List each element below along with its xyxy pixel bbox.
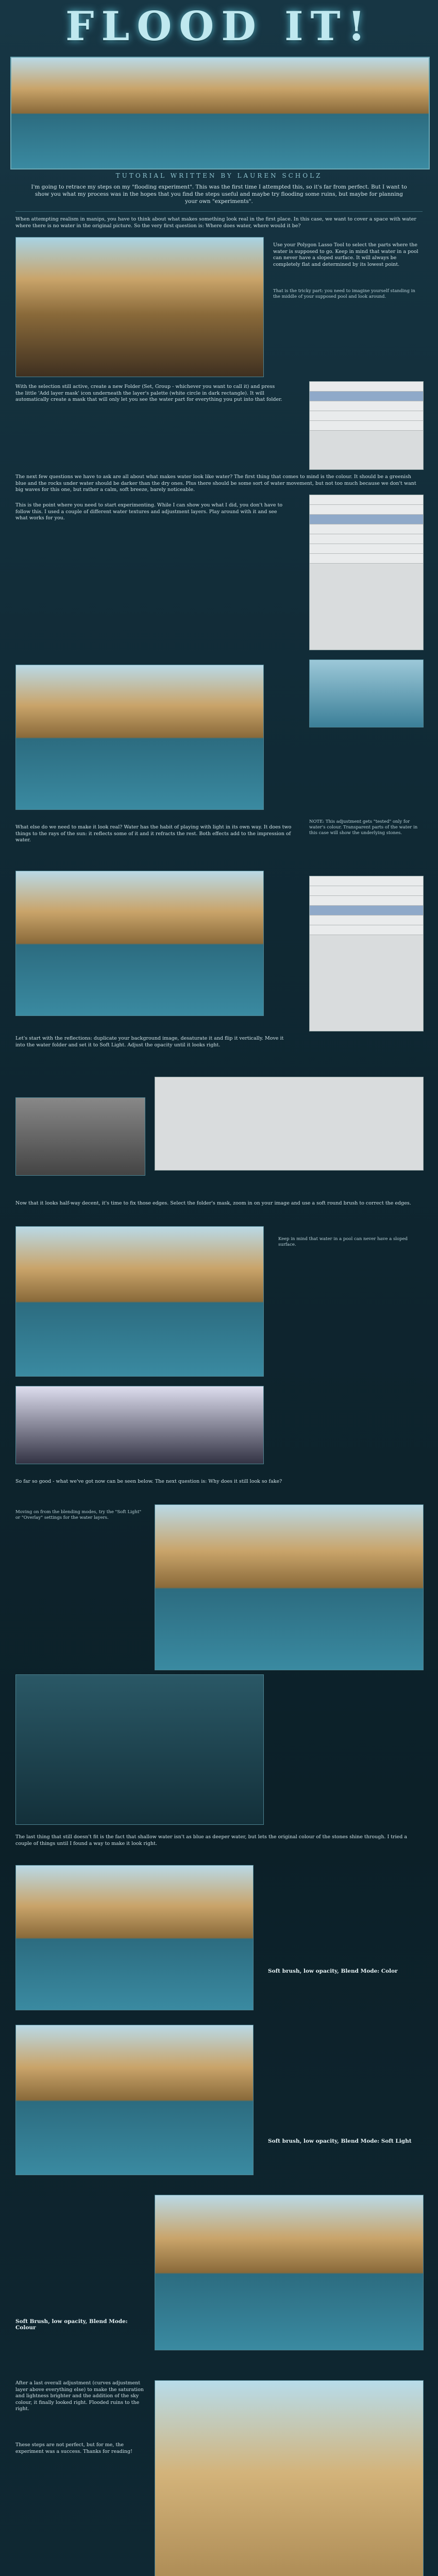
step-label-1: Soft brush, low opacity, Blend Mode: Color (268, 1968, 398, 1974)
ruins-photo (15, 237, 264, 377)
section-3-text: With the selection still active, create a new Folder (Set, Group - whichever you want to call it) and press the little 'Add layer mask' icon underneath the layer's palette (white circle in dark rectangle). It will automatically create a mask that will only let you see the water part for everything you put into that folder. (15, 384, 282, 402)
layers-panel-2 (309, 495, 424, 650)
mask-edge-preview (15, 1386, 264, 1464)
water-texture (309, 659, 424, 727)
flooded-ruins-step-3 (15, 1226, 264, 1377)
section-1-text: When attempting realism in manips, you have to think about what makes something look real in the first place. In this case, we want to cover a space with water where there is no water in the original picture. So the very first question is: Where does water, where would it be? (15, 216, 416, 229)
section-6-text: What else do we need to make it look real? Water has the habit of playing with light in its own way. It does two things to the rays of the sun: it reflects some of it and it refracts the rest. Both effects add to the impression of water. (15, 824, 292, 843)
flooded-ruins-step-7 (155, 2195, 424, 2350)
side-note-4: Moving on from the blending modes, try the "Soft Light" or "Overlay" settings for the water layers. (15, 1510, 142, 1520)
section-5-text: This is the point where you need to start experimenting. While I can show you what I did, you don't have to follow this. I used a couple of different water textures and adjustment layers. Play around with it and see what works for you. (15, 502, 283, 521)
adjustment-panel (155, 1077, 424, 1171)
page-title: FLOOD IT! (65, 3, 373, 50)
final-flooded-ruins (155, 2380, 424, 2576)
section-10-text: The last thing that still doesn't fit is the fact that shallow water isn't as blue as deeper water, but lets the original colour of the stones shine through. I tried a couple of things until I found a way to make it look right. (15, 1834, 408, 1846)
page-subtitle: TUTORIAL WRITTEN BY LAUREN SCHOLZ (115, 172, 323, 179)
flooded-ruins-step-6 (15, 2025, 254, 2175)
layers-panel-3 (309, 876, 424, 1031)
section-7-text: Let's start with the reflections: duplicate your background image, desaturate it and flip it vertically. Move it into the water folder and set it to Soft Light. Adjust the opacity until it looks right. (15, 1036, 284, 1048)
reflection-preview (15, 1097, 145, 1176)
divider (15, 211, 423, 212)
layers-panel-1 (309, 381, 424, 470)
waves-preview (15, 1674, 264, 1825)
flooded-ruins-step-4 (155, 1504, 424, 1670)
hero-image (10, 57, 430, 170)
section-4-text: The next few questions we have to ask are all about what makes water look like water? The first thing that comes to mind is the colour. It should be a greenish blue and the rocks under water should be darker than the dry ones. Plus there should be some sort of water movement, but not too much because we don't want big waves for this one, but rather a calm, soft breeze, barely noticeable. (15, 474, 416, 493)
side-note-3: Keep in mind that water in a pool can never have a sloped surface. (278, 1236, 408, 1247)
section-12-text: These steps are not perfect, but for me, the experiment was a success. Thanks for reading! (15, 2442, 132, 2454)
intro-text: I'm going to retrace my steps on my "flooding experiment". This was the first time I attempted this, so it's far from perfect. But I want to show you what my process was in the hopes that you find the steps useful and maybe try flooding some ruins, but maybe for planning your own "experiments". (31, 184, 407, 205)
step-label-2: Soft brush, low opacity, Blend Mode: Soft Light (268, 2138, 412, 2144)
flooded-ruins-step-1 (15, 665, 264, 810)
side-note-1: That is the tricky part: you need to imagine yourself standing in the middle of your supposed pool and look around. (273, 289, 415, 299)
step-label-3: Soft Brush, low opacity, Blend Mode: Colour (15, 2318, 128, 2331)
flooded-ruins-step-2 (15, 871, 264, 1016)
side-note-2: NOTE: This adjustment gets "tested" only for water's colour. Transparent parts of the water in this case will show the underlying stones. (309, 819, 418, 836)
section-2-text: Use your Polygon Lasso Tool to select the parts where the water is supposed to go. Keep in mind that water in a pool can never have a sloped surface. It will always be completely flat and determined by its lowest point. (273, 242, 418, 267)
section-8-text: Now that it looks half-way decent, it's time to fix those edges. Select the folder's mask, zoom in on your image and use a soft round brush to correct the edges. (15, 1200, 411, 1206)
section-11-text: After a last overall adjustment (curves adjustment layer above everything else) to make the saturation and lightness brighter and the addition of the sky colour, it finally looked right. Flooded ruins to the right. (15, 2380, 144, 2412)
flooded-ruins-step-5 (15, 1865, 254, 2010)
section-9-text: So far so good - what we've got now can be seen below. The next question is: Why does it still look so fake? (15, 1479, 282, 1484)
